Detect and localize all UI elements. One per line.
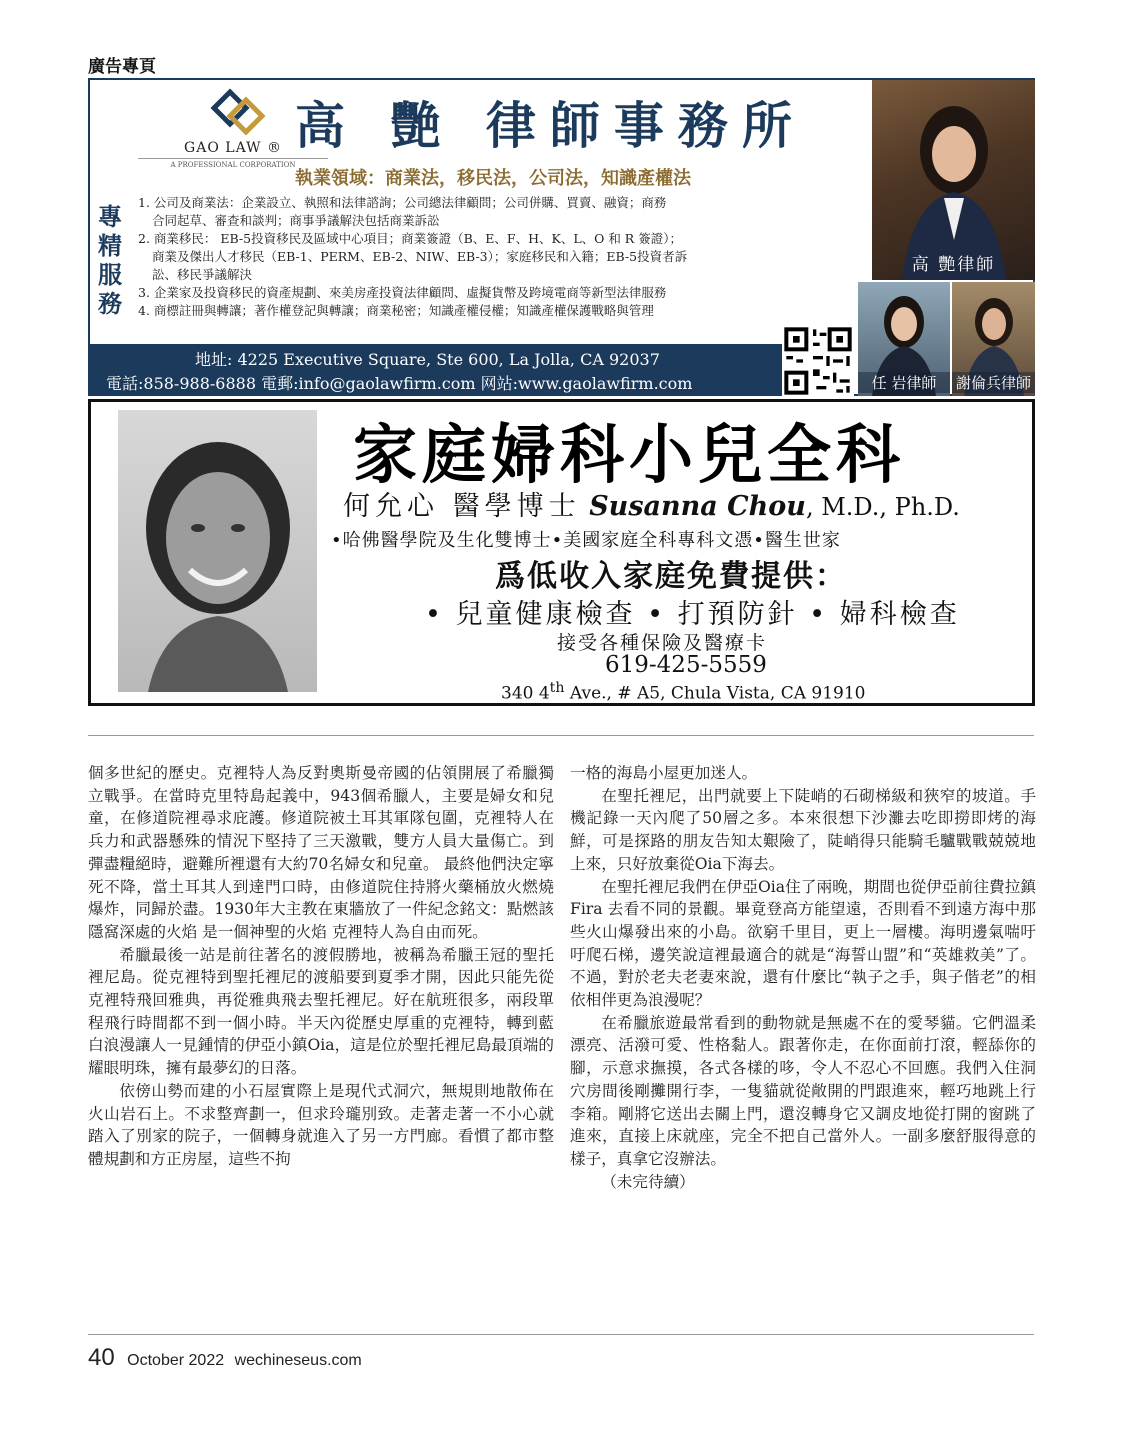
article-column-right (570, 762, 1036, 1193)
address-rest: Ave., # A5, Chula Vista, CA 91910 (564, 683, 866, 704)
paragraph: 希臘最後一站是前往著名的渡假勝地，被稱為希臘王冠的聖托裡尼島。從克裡特到聖托裡尼的渡船要到夏季才開，因此只能先從克裡特飛回雅典，再從雅典飛去聖托裡尼。好在航班很多，兩段單程飛行時間都不到一個小時。半天內從歷史厚重的克裡特，轉到藍白浪漫讓人一見鍾情的伊亞小鎮Oia，這是位於聖托裡尼島最頂端的耀眼明珠，擁有最夢幻的日落。 (88, 945, 554, 1078)
page-number: 40 (88, 1344, 115, 1371)
doctor-degrees: , M.D., Ph.D. (805, 493, 960, 521)
paragraph: 一格的海島小屋更加迷人。 (570, 764, 758, 782)
law-contact-line[interactable]: 電話:858-988-6888 電郵:info@gaolawfirm.com 网站:www.gaolawfirm.com (106, 374, 693, 393)
clinic-title: 家庭婦科小兒全科 (353, 418, 905, 493)
law-address: 地址: 4225 Executive Square, Ste 600, La Jolla, CA 92037 (195, 350, 660, 369)
logo-subtitle: A PROFESSIONAL CORPORATION (138, 158, 328, 169)
lead-lawyer-name: 高 艷律師 (911, 255, 996, 275)
firm-name: 高 艷 律師事務所 (295, 96, 806, 155)
doctor-photo (118, 410, 317, 692)
service-item: 2. 商業移民： EB-5投資移民及區域中心項目；商業簽證（B、E、F、H、K、L、O 和 R 簽證）； (138, 231, 682, 246)
paragraph: 在聖托裡尼我們在伊亞Oia住了兩晚，期間也從伊亞前往費拉鎮Fira 去看不同的景觀。畢竟登高方能望遠，否則看不到遠方海中那些火山爆發出來的小島。欲窮千里目，更上一層樓。海明邊氣喘吁吁爬石梯，邊笑說這裡最適合的就是“海誓山盟”和“英雄救美”了。不過，對於老夫老妻來說，還有什麼比“執子之手，與子偕老”的相依相伴更為浪漫呢？ (570, 877, 1036, 1010)
free-services-heading: 爲低收入家庭免費提供： (495, 559, 847, 594)
service-item: 商業及傑出人才移民（EB-1、PERM、EB-2、NIW、EB-3）；家庭移民和入籍；EB-5投資者訴 (152, 249, 688, 264)
website-link[interactable]: wechineseus.com (234, 1352, 362, 1369)
portrait-icon (118, 410, 317, 692)
service-item: 合同起草、審查和談判；商事爭議解決包括商業訴訟 (152, 213, 440, 228)
paragraph: 個多世紀的歷史。克裡特人為反對奧斯曼帝國的佔領開展了希臘獨立戰爭。在當時克里特島起義中，943個希臘人，主要是婦女和兒童，在修道院裡尋求庇護。修道院被土耳其軍隊包圍，克裡特人在兵力和武器懸殊的情況下堅持了三天激戰，雙方人員大量傷亡。到彈盡糧絕時，避難所裡還有大約70名婦女和兒童。 最終他們決定寧死不降，當土耳其人到達門口時，由修道院住持將火藥桶放火燃燒爆炸，同歸於盡。1930年大主教在東牆放了一件紀念銘文：點燃該隱窩深處的火焰 是一個神聖的火焰 克裡特人為自由而死。 (88, 764, 554, 941)
insurance-note: 接受各種保險及醫療卡 (557, 632, 768, 654)
clinic-address (501, 680, 865, 704)
vertical-title: 專精服務 (98, 202, 122, 318)
qr-code-icon[interactable] (782, 326, 854, 396)
lawyer-ren-photo (858, 282, 950, 396)
contact-bar (90, 344, 782, 396)
lawyer-xie-photo (952, 282, 1035, 396)
clinic-ad (88, 399, 1035, 706)
lawyer-xie-name: 謝倫兵律師 (952, 372, 1035, 393)
services-list (138, 194, 838, 320)
lead-lawyer-photo (872, 80, 1035, 280)
clinic-services: • 兒童健康檢查 • 打預防針 • 婦科檢查 (425, 599, 960, 630)
service-item: 3. 企業家及投資移民的資產規劃、來美房產投資法律顧問、虛擬貨幣及跨境電商等新型法律服務 (138, 285, 667, 300)
lawyer-ren-name: 任 岩律師 (858, 372, 950, 393)
paragraph: 在聖托裡尼，出門就要上下陡峭的石砌梯級和狹窄的坡道。手機記錄一天內爬了50層之多。本來很想下沙灘去吃即撈即烤的海鮮，可是探路的朋友告知太艱險了，陡峭得只能騎毛驢戰戰兢兢地上來，只好放棄從Oia下海去。 (570, 786, 1036, 873)
diamond-logo-icon (210, 88, 266, 136)
logo-text: GAO LAW ® (184, 140, 282, 156)
address-street-number: 340 4 (501, 683, 550, 704)
doctor-name-english: Susanna Chou (589, 491, 806, 522)
paragraph: （未完待續） (601, 1172, 695, 1191)
practice-areas: 執業領域：商業法，移民法，公司法，知識產權法 (295, 168, 691, 189)
service-item: 1. 公司及商業法：企業設立、執照和法律諮詢；公司總法律顧問；公司併購、買賣、融資；商務 (138, 195, 667, 210)
page-footer (88, 1344, 362, 1372)
divider (88, 735, 1034, 736)
address-ordinal: th (549, 680, 565, 696)
doctor-credentials: •哈佛醫學院及生化雙博士•美國家庭全科專科文憑•醫生世家 (331, 530, 841, 551)
service-item: 訟、移民爭議解決 (152, 267, 253, 282)
divider (88, 1334, 1034, 1335)
article-column-left (88, 762, 554, 1171)
doctor-name-chinese: 何允心 醫學博士 (343, 491, 581, 522)
issue-date: October 2022 (127, 1352, 225, 1369)
service-item: 4. 商標註冊與轉讓；著作權登記與轉讓；商業秘密；知識產權侵權；知識產權保護戰略與管理 (138, 303, 654, 318)
law-firm-ad (88, 78, 1035, 396)
paragraph: 依傍山勢而建的小石屋實際上是現代式洞穴，無規則地散佈在火山岩石上。不求整齊劃一，但求玲瓏別致。走著走著一不小心就踏入了別家的院子，一個轉身就進入了另一方門廊。看慣了都市整體規劃和方正房屋，這些不拘 (88, 1081, 554, 1168)
doctor-name (343, 484, 960, 523)
paragraph: 在希臘旅遊最常看到的動物就是無處不在的愛琴貓。它們溫柔漂亮、活潑可愛、性格黏人。跟著你走，在你面前打滾，輕舔你的腳，示意求撫摸，各式各樣的哆，令人不忍心不回應。我們入住洞穴房間後剛攤開行李，一隻貓就從敞開的門跟進來，輕巧地跳上行李箱。剛將它送出去關上門，還沒轉身它又調皮地從打開的窗跳了進來，直接上床就座，完全不把自己當外人。一副多麼舒服得意的樣子，真拿它沒辦法。 (570, 1013, 1036, 1168)
clinic-phone[interactable]: 619-425-5559 (605, 652, 767, 678)
page-label: 廣告專頁 (88, 57, 156, 77)
